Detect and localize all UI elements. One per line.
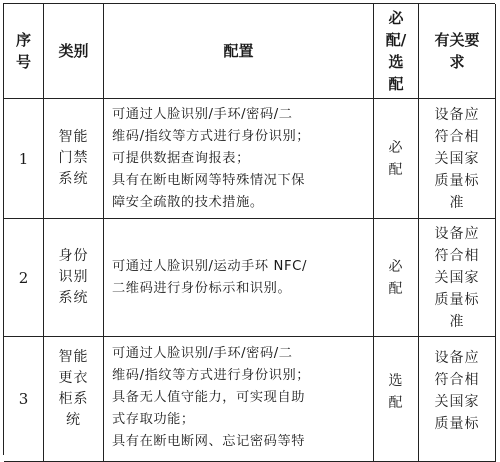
row-2-required	[374, 219, 419, 337]
category-line: 门禁	[58, 150, 89, 166]
row-3-required	[374, 337, 419, 462]
config-line: 具有在断电断网等特殊情况下保	[112, 172, 306, 188]
category-line: 智能	[58, 349, 89, 365]
requirement-line: 准	[449, 313, 465, 330]
row-3-config	[104, 337, 374, 462]
header-required	[374, 4, 419, 99]
header-required-line: 选	[388, 53, 404, 71]
row-1-required	[374, 99, 419, 219]
header-requirement-line: 求	[449, 53, 465, 71]
requirement-line: 设备应	[434, 106, 480, 123]
config-line: 式存取功能；	[112, 412, 195, 427]
required-line: 必	[388, 258, 404, 275]
requirement-line: 关国家	[434, 150, 480, 167]
config-line: 具备无人值守能力，可实现自助	[112, 390, 306, 405]
requirement-line: 符合相	[434, 372, 480, 388]
required-line: 配	[388, 395, 404, 411]
row-1-category	[44, 99, 104, 219]
category-line: 识别	[58, 269, 89, 285]
requirement-line: 准	[449, 194, 465, 211]
header-requirement	[419, 4, 496, 99]
requirement-line: 符合相	[434, 128, 480, 145]
config-line: 二维码进行身份标示和识别。	[112, 280, 292, 296]
requirement-line: 关国家	[434, 269, 480, 286]
header-seq-line: 序	[15, 31, 31, 49]
config-line: 维码/指纹等方式进行身份识别；	[112, 128, 311, 144]
requirement-line: 关国家	[434, 394, 480, 410]
category-line: 智能	[58, 129, 89, 145]
row-3-requirement	[419, 337, 496, 462]
row-1-config	[104, 99, 374, 219]
row-3-seq: 3	[4, 337, 44, 462]
row-1-seq: 1	[4, 99, 44, 219]
row-2-config	[104, 219, 374, 337]
row-2-seq: 2	[4, 219, 44, 337]
category-line: 更衣	[58, 370, 89, 386]
category-line: 统	[66, 412, 81, 428]
config-line: 可提供数据查询报表；	[112, 150, 250, 166]
row-2-requirement	[419, 219, 496, 337]
row-2-category	[44, 219, 104, 337]
category-line: 系统	[58, 290, 89, 306]
category-line: 系统	[58, 171, 89, 187]
header-required-line: 配	[388, 75, 404, 93]
config-line: 可通过人脸识别/手环/密码/二	[112, 106, 293, 122]
header-seq	[4, 4, 44, 99]
required-line: 配	[388, 161, 404, 178]
config-line: 具有在断电断网、忘记密码等特	[112, 434, 306, 449]
row-3-category	[44, 337, 104, 462]
requirement-line: 质量标	[434, 291, 480, 308]
required-line: 配	[388, 280, 404, 297]
header-config: 配置	[104, 4, 374, 99]
header-required-line: 必	[388, 9, 404, 27]
header-required-line: 配/	[385, 31, 407, 49]
required-line: 选	[388, 373, 404, 389]
required-line: 必	[388, 139, 404, 156]
row-1-requirement	[419, 99, 496, 219]
requirement-line: 设备应	[434, 225, 480, 242]
requirement-line: 设备应	[434, 350, 480, 366]
header-requirement-line: 有关要	[434, 31, 480, 49]
config-table	[3, 3, 495, 455]
requirement-line: 符合相	[434, 247, 480, 264]
category-line: 身份	[58, 248, 89, 264]
config-line: 维码/指纹等方式进行身份识别；	[112, 368, 311, 383]
header-seq-line: 号	[15, 53, 31, 71]
requirement-line: 质量标	[434, 172, 480, 189]
config-line: 障安全疏散的技术措施。	[112, 194, 264, 210]
config-line: 可通过人脸识别/运动手环 NFC/	[112, 258, 307, 274]
header-category: 类别	[44, 4, 104, 99]
config-line: 可通过人脸识别/手环/密码/二	[112, 346, 293, 361]
requirement-line: 质量标	[434, 416, 480, 432]
category-line: 柜系	[58, 391, 89, 407]
